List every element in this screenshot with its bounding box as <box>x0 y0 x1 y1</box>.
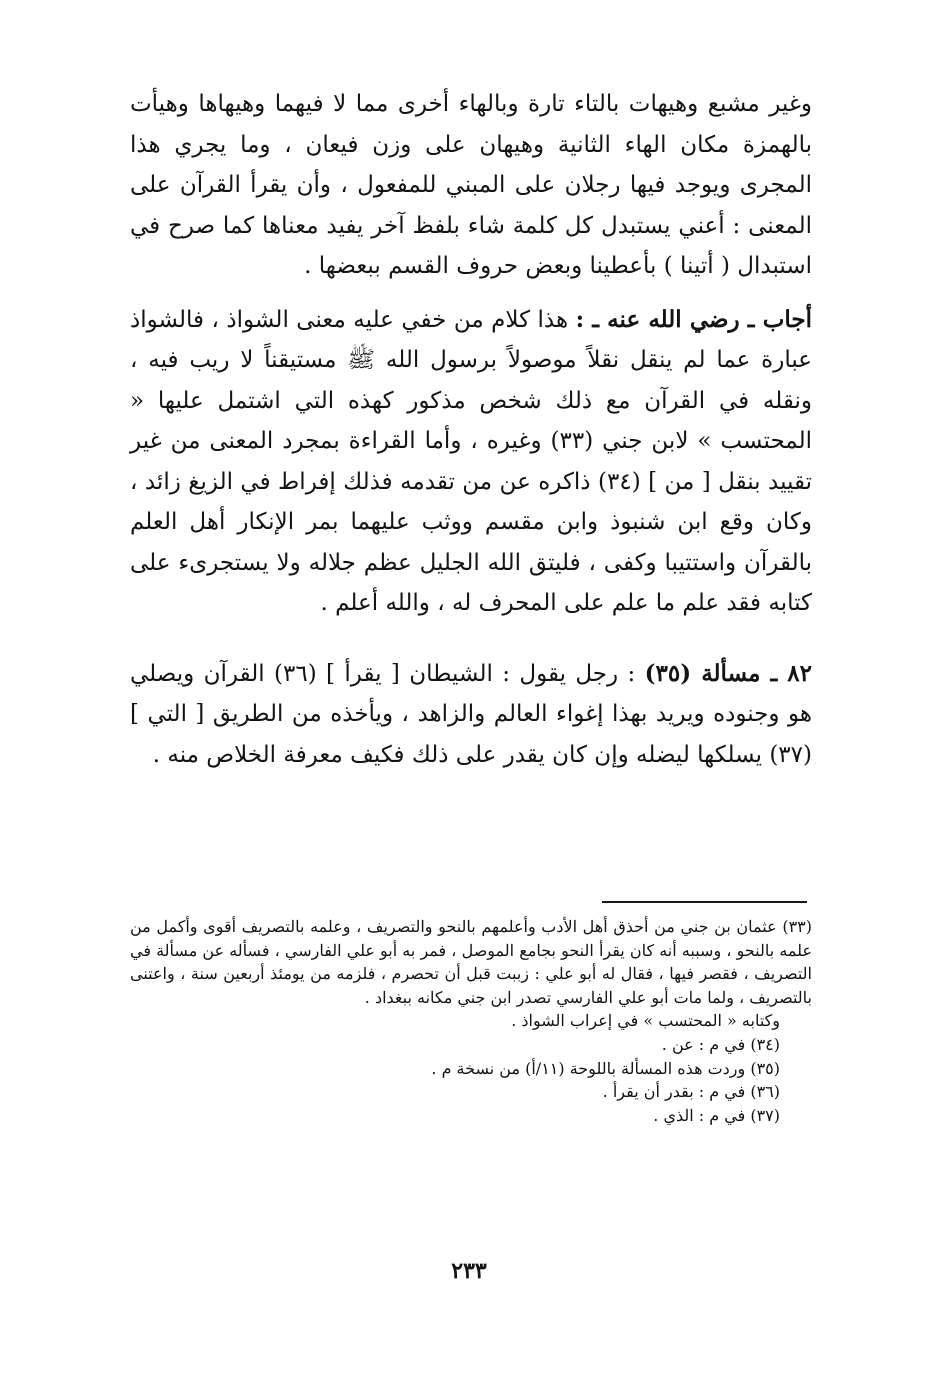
footnotes <box>130 915 812 1127</box>
answer-body: هذا كلام من خفي عليه معنى الشواذ ، فالشواذ عبارة عما لم ينقل نقلاً موصولاً برسول الله ﷺ مستيقناً لا ريب فيه ، ونقله في القرآن مع ذلك شخص مذكور كهذه التي اشتمل عليها « المحتسب » لابن جني (٣٣) وغيره ، وأما القراءة بمجرد المعنى من غير تقييد بنقل [ من ] (٣٤) ذاكره عن من تقدمه فذلك إفراط في الزيغ زائد ، وكان وقع ابن شنبوذ وابن مقسم ووثب عليهما بمر الإنكار أهل العلم بالقرآن واستتيبا وكفى ، فليتق الله الجليل عظم جلاله ولا يستجرىء على كتابه فقد علم ما علم على المحرف له ، والله أعلم . <box>130 306 812 616</box>
footnote-37: (٣٧) في م : الذي . <box>653 1105 780 1125</box>
footnote-34: (٣٤) في م : عن . <box>661 1034 780 1054</box>
question-number: ٨٢ ـ مسألة (٣٥) <box>644 659 813 687</box>
footnote-36: (٣٦) في م : بقدر أن يقرأ . <box>602 1082 780 1102</box>
footnote-33-book: وكتابه « المحتسب » في إعراب الشواذ . <box>511 1011 780 1031</box>
footnote-divider <box>602 901 807 903</box>
paragraph-question-continued: وغير مشبع وهيهات بالتاء تارة وبالهاء أخرى مما لا فيهما وهيهاها وهيأت بالهمزة مكان الهاء الثانية وهيهان على وزن فيعان ، وما يجري هذا المجرى ويوجد فيها رجلان على المبني للمفعول ، وأن يقرأ القرآن على المعنى : أعني يستبدل كل كلمة شاء بلفظ آخر يفيد معناها كما صرح في استبدال ( أتينا ) بأعطينا وبعض حروف القسم ببعضها . <box>130 91 812 279</box>
page-number: ٢٣٣ <box>451 1258 487 1284</box>
answer-lead: أجاب ـ رضي الله عنه ـ : <box>575 305 812 333</box>
paragraph-answer <box>130 300 812 624</box>
footnote-35: (٣٥) وردت هذه المسألة باللوحة (١١/أ) من نسخة م . <box>431 1058 780 1078</box>
paragraph-question-82 <box>130 654 812 776</box>
question-body: : رجل يقول : الشيطان [ يقرأ ] (٣٦) القرآن ويصلي هو وجنوده ويريد بهذا إغواء العالم والزاهد ، ويأخذه من الطريق [ التي ] (٣٧) يسلكها ليضله وإن كان يقدر على ذلك فكيف معرفة الخلاص منه . <box>130 660 812 768</box>
footnote-33: (٣٣) عثمان بن جني من أحذق أهل الأدب وأعلمهم بالنحو والتصريف ، وعلمه بالتصريف أقوى وأكمل من علمه بالنحو ، وسببه أنه كان يقرأ النحو بجامع الموصل ، فمر به أبو علي الفارسي ، فسأله عن مسألة في التصريف ، فقصر فيها ، فقال له أبو علي : زببت قبل أن تحصرم ، فلزمه من يومئذ أربعين سنة ، واعتنى بالتصريف ، ولما مات أبو علي الفارسي تصدر ابن جني مكانه ببغداد . <box>130 917 812 1007</box>
